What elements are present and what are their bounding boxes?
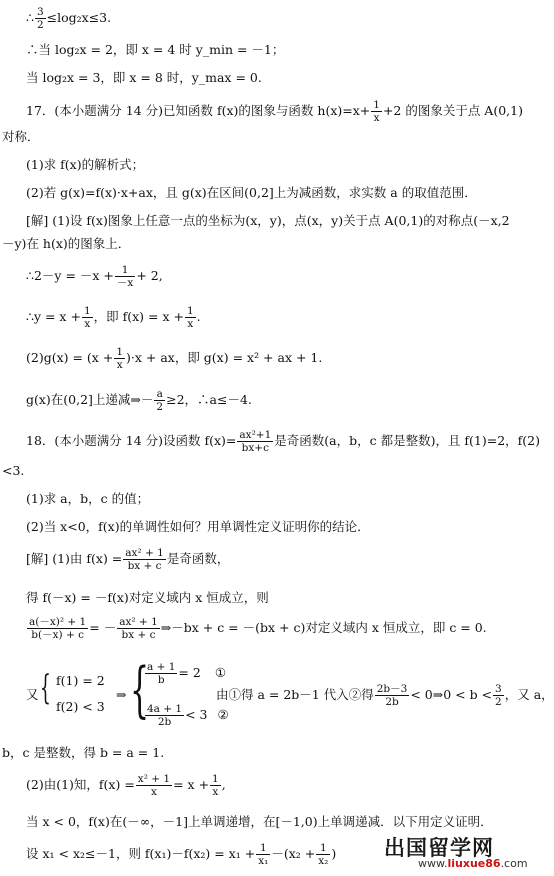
question-1: (1)求 f(x)的解析式； [26,157,145,172]
text-line: b，c 是整数，得 b = a = 1. [2,745,165,760]
text-span: < 3 [185,707,208,722]
url-suffix: .com [500,857,528,870]
solution-start [26,547,229,572]
watermark-url [418,857,528,870]
text-span: = － [89,620,117,635]
equation-line [26,842,336,867]
left-brace: { [40,668,51,708]
numerator: 1 [256,842,270,855]
equation-line [26,773,226,798]
denominator: 2 [156,401,164,413]
denominator: x [84,318,91,330]
text-line: 得 f(－x) = －f(x)对定义域内 x 恒成立，则 [26,590,269,605]
equation-line [216,683,554,708]
text-span: 设 x₁ < x₂≤－1，则 f(x₁)－f(x₂) = x₁ + [26,846,256,861]
fraction [185,305,196,330]
fraction [210,773,221,798]
arrow: ⇒ [116,687,127,702]
denominator: 2b [385,696,399,708]
numerator: 1 [186,305,194,317]
problem-17-heading [26,99,523,124]
text-span: 又 [26,687,39,702]
fraction [154,388,165,413]
denominator: x [150,786,157,798]
numerator: 3 [495,683,502,695]
numerator: 1 [212,773,219,785]
denominator: x₂ [318,855,329,867]
text-span: . [196,309,201,324]
text-span: ，又 a， [504,687,554,702]
numerator: 4a + 1 [147,703,183,715]
denominator: x [116,359,123,371]
denominator: 2 [495,696,502,708]
text-span: 18．(本小题满分 14 分)设函数 f(x)= [26,433,237,448]
denominator: bx + c [121,629,156,641]
condition-f2: f(2) < 3 [56,699,105,714]
denominator: x₁ [258,855,269,867]
text-span: [解] (1)由 f(x) = [26,551,123,566]
question-1: (1)求 a，b，c 的值； [26,491,150,506]
text-line: 对称． [2,129,40,144]
fraction [145,703,184,728]
text-span: 由①得 a = 2b－1 代入②得 [216,687,374,702]
text-line [26,6,111,31]
url-brand: liuxue86 [447,857,501,870]
equation-1 [144,661,226,686]
text-span: g(x)在(0,2]上递减⇒－ [26,392,154,407]
text-line: 当 log₂x = 3，即 x = 8 时，y_max = 0. [26,70,262,85]
numerator: a + 1 [147,661,176,673]
text-span: < 0⇒0 < b < [410,687,493,702]
text-span: ，即 f(x) = x + [93,309,184,324]
equation-system [0,655,554,735]
condition-f1: f(1) = 2 [56,673,105,688]
fraction [117,616,160,641]
fraction [493,683,504,708]
text-span: (2)g(x) = (x + [26,350,114,365]
denominator: －x [116,277,134,289]
text-span: 是奇函数(a，b，c 都是整数)，且 f(1)=2，f(2) [274,433,541,448]
question-2: (2)若 g(x)=f(x)·x+ax，且 g(x)在区间(0,2]上为减函数，求实数 a 的取值范围． [26,185,477,200]
text-span: ≤log₂x≤3. [46,10,112,25]
fraction [371,99,382,124]
numerator: 2b－3 [376,683,408,695]
denominator: x [187,318,194,330]
text-span: , [221,777,226,792]
question-2: (2)当 x<0，f(x)的单调性如何？用单调性定义证明你的结论． [26,519,370,534]
denominator: bx+c [241,442,269,454]
solution-start: [解] (1)设 f(x)图象上任意一点的坐标为(x，y)，点(x，y)关于点 A(0,1)的对称点(－x,2 [26,213,510,228]
numerator: 1 [115,264,135,277]
text-span: ⇒－bx + c = －(bx + c)对定义域内 x 恒成立，即 c = 0. [160,620,487,635]
fraction [237,429,273,454]
fraction [82,305,93,330]
fraction [136,773,172,798]
circled-2: ② [217,707,229,722]
equation-line [26,346,322,371]
left-brace: { [130,655,150,725]
url-prefix: www. [418,857,448,870]
text-span: 是奇函数， [166,551,230,566]
denominator: x [373,112,380,124]
therefore-symbol: ∴ [26,10,34,25]
fraction [27,616,88,641]
denominator: 2b [157,716,172,728]
numerator: x² + 1 [137,773,171,785]
site-watermark-logo [384,832,528,872]
text-span: +2 的图象关于点 A(0,1) [382,103,523,118]
numerator: 3 [36,6,44,18]
text-line: ∴当 log₂x = 2，即 x = 4 时 y_min = －1； [26,42,285,57]
denominator: b [157,674,165,686]
numerator: a(－x)² + 1 [29,616,87,628]
text-line: <3. [2,463,25,478]
watermark-text: 出国留学网 [384,836,494,860]
text-span: = 2 [178,665,201,680]
numerator: 1 [116,346,123,358]
text-span: )·x + ax，即 g(x) = x² + ax + 1. [126,350,323,365]
text-span: + 2, [136,268,163,283]
fraction [114,346,125,371]
fraction [256,842,270,867]
problem-18-heading [26,429,540,454]
numerator: a [154,388,165,401]
fraction [145,661,177,686]
numerator: 1 [373,99,380,111]
equation-line [26,305,201,330]
numerator: ax²+1 [239,429,272,441]
equation-line [26,616,487,641]
fraction [316,842,330,867]
text-span: 17．(本小题满分 14 分)已知函数 f(x)的图象与函数 h(x)=x+ [26,103,371,118]
fraction [35,6,46,31]
fraction [115,264,135,289]
circled-1: ① [214,665,227,680]
denominator: x [212,786,219,798]
fraction [123,547,166,572]
denominator: b(－x) + c [31,629,84,641]
denominator: 2 [36,19,44,31]
denominator: bx + c [127,560,162,572]
text-line: －y)在 h(x)的图象上． [2,236,131,251]
fraction [375,683,410,708]
text-span: ∴2－y = －x + [26,268,114,283]
text-line: 当 x < 0，f(x)在(－∞，－1]上单调递增，在[－1,0)上单调递减．以下用定义证明． [26,814,493,829]
text-span: ) [331,846,337,861]
numerator: 1 [83,305,91,317]
numerator: ax² + 1 [119,616,158,628]
equation-line [26,388,252,413]
text-span: = x + [173,777,210,792]
numerator: 1 [316,842,330,855]
text-span: ∴y = x + [26,309,81,324]
numerator: ax² + 1 [125,547,164,559]
text-span: －(x₂ + [271,846,316,861]
text-span: (2)由(1)知，f(x) = [26,777,135,792]
text-span: ≥2，∴a≤－4. [166,392,252,407]
equation-line [26,264,163,289]
